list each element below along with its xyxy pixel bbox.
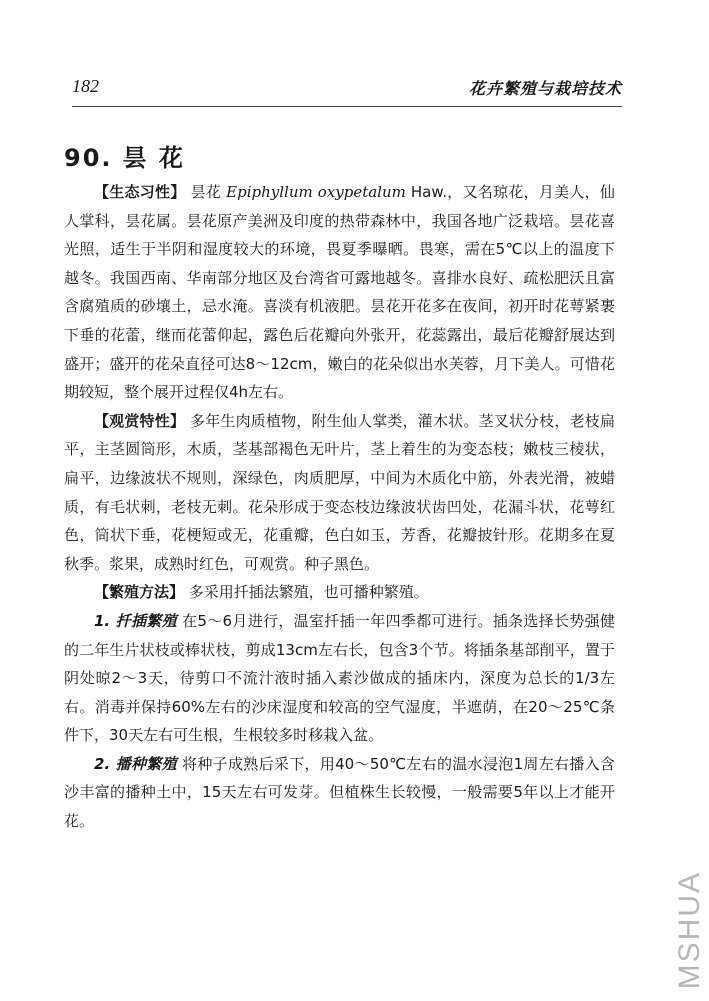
label-ornamental: 【观赏特性】 (94, 411, 186, 430)
cutting-text: 在5～6月进行，温室扦插一年四季都可进行。插条选择长势强健的二年生片状枝或棒状枝，剪成13cm左右长，包含3个节。将插条基部削平，置于阴处晾2～3天，待剪口不流汁液时插入素沙做成的插床内，深度为总长的1/3左右。消毒并保持60%左右的沙床湿度和较高的空气湿度，半遮荫，在20～25℃条件下，30天左右可生根，生根较多时移栽入盆。 (64, 611, 616, 745)
page-header (72, 68, 622, 108)
watermark: MSHUA (673, 870, 706, 989)
label-ecology: 【生态习性】 (94, 183, 186, 201)
page-number: 182 (72, 76, 99, 96)
label-cutting: 1. 扦插繁殖 (94, 611, 177, 630)
ecology-text: Haw.，又名琼花，月美人，仙人掌科，昙花属。昙花原产美洲及印度的热带森林中，我国各地广泛栽培。昙花喜光照，适生于半阴和湿度较大的环境，畏夏季曝晒。畏寒，需在5℃以上的温度下越冬。我国西南、华南部分地区及台湾省可露地越冬。喜排水良好、疏松肥沃且富含腐殖质的砂壤土，忌水淹。喜淡有机液肥。昙花开花多在夜间，初开时花萼紧裹下垂的花蕾，继而花蕾仰起，露色后花瓣向外张开，花蕊露出，最后花瓣舒展达到盛开；盛开的花朵直径可达8～12cm，嫩白的花朵似出水芙蓉，月下美人。可惜花期较短，整个展开过程仅4h左右。 (64, 183, 615, 402)
label-propagation: 【繁殖方法】 (94, 583, 185, 602)
running-title: 花卉繁殖与栽培技术 (468, 79, 622, 98)
paragraph-ecology (64, 178, 615, 407)
paragraph-cutting (64, 607, 615, 750)
header-rule (72, 106, 622, 107)
body-text (64, 178, 615, 836)
section-title: 昙 花 (122, 144, 185, 172)
sowing-text: 将种子成熟后采下，用40～50℃左右的温水浸泡1周左右播入含沙丰富的播种土中，15天左右可发芽。但植株生长较慢，一般需要5年以上才能开花。 (64, 754, 615, 831)
ornamental-text: 多年生肉质植物，附生仙人掌类，灌木状。茎叉状分枝，老枝扁平，主茎圆筒形，木质，茎基部褐色无叶片，茎上着生的为变态枝；嫩枝三棱状，扁平，边缘波状不规则，深绿色，肉质肥厚，中间为木质化中筋，外表光滑，被蜡质，有毛状刺，老枝无刺。花朵形成于变态枝边缘波状齿凹处，花漏斗状，花萼红色，筒状下垂，花梗短或无，花重瓣，色白如玉，芳香，花瓣披针形。花期多在夏秋季。浆果，成熟时红色，可观赏。种子黑色。 (64, 411, 615, 573)
propagation-text: 多采用扦插法繁殖，也可播种繁殖。 (188, 583, 429, 602)
paragraph-sowing (64, 750, 615, 836)
paragraph-propagation (64, 578, 615, 607)
plant-name: 昙花 (190, 183, 222, 201)
paragraph-ornamental (64, 407, 615, 579)
section-heading (64, 138, 185, 173)
section-number: 90. (64, 144, 113, 172)
latin-name: Epiphyllum oxypetalum (226, 183, 406, 201)
label-sowing: 2. 播种繁殖 (94, 754, 177, 773)
